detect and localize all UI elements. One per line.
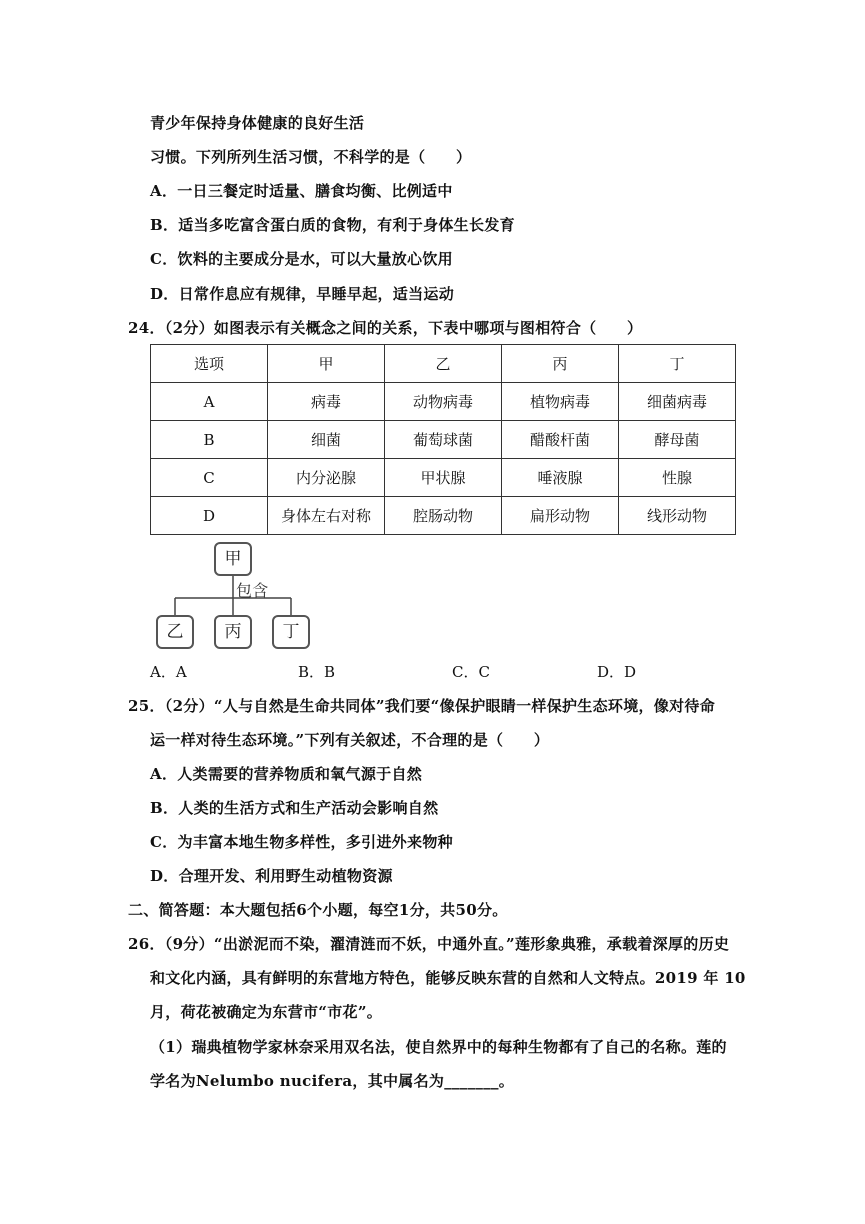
q25-line-1: 25．（2分）“人与自然是生命共同体”我们要“像保护眼睛一样保护生态环境，像对待命 bbox=[128, 697, 715, 715]
q24-table bbox=[150, 344, 736, 535]
q26-sub1-line-1: （1）瑞典植物学家林奈采用双名法，使自然界中的每种生物都有了自己的名称。莲的 bbox=[150, 1038, 727, 1056]
q23-option-a: A．一日三餐定时适量、膳食均衡、比例适中 bbox=[150, 182, 453, 200]
diagram-node-child-2: 丙 bbox=[214, 615, 252, 649]
q24-choice-b: B．B bbox=[298, 663, 336, 681]
q25-line-2: 运一样对待生态环境。”下列有关叙述，不合理的是（ ） bbox=[150, 731, 550, 749]
table-cell: 细菌病毒 bbox=[619, 383, 736, 421]
q23-option-d: D．日常作息应有规律，早睡早起，适当运动 bbox=[150, 285, 455, 303]
table-cell: 细菌 bbox=[268, 421, 385, 459]
table-cell: 酵母菌 bbox=[619, 421, 736, 459]
q26-line-1: 26．（9分）“出淤泥而不染，濯清涟而不妖，中通外直。”莲形象典雅，承载着深厚的历史 bbox=[128, 935, 730, 953]
table-row bbox=[151, 497, 736, 535]
q25-option-b: B．人类的生活方式和生产活动会影响自然 bbox=[150, 799, 439, 817]
q23-option-b: B．适当多吃富含蛋白质的食物，有利于身体生长发育 bbox=[150, 216, 515, 234]
table-header-cell: 丙 bbox=[502, 345, 619, 383]
table-row bbox=[151, 383, 736, 421]
diagram-relation-label: 包含 bbox=[236, 581, 269, 600]
table-cell: 动物病毒 bbox=[385, 383, 502, 421]
diagram-node-parent: 甲 bbox=[214, 542, 252, 576]
table-cell: A bbox=[151, 383, 268, 421]
table-cell: 葡萄球菌 bbox=[385, 421, 502, 459]
diagram-node-child-1: 乙 bbox=[156, 615, 194, 649]
table-row bbox=[151, 421, 736, 459]
section-heading: 二、简答题：本大题包括6个小题，每空1分，共50分。 bbox=[128, 901, 508, 919]
table-cell: 性腺 bbox=[619, 459, 736, 497]
q24-choice-d: D．D bbox=[597, 663, 637, 681]
q24-choice-a: A．A bbox=[150, 663, 187, 681]
table-cell: C bbox=[151, 459, 268, 497]
table-header-cell: 乙 bbox=[385, 345, 502, 383]
q24-stem: 24．（2分）如图表示有关概念之间的关系，下表中哪项与图相符合（ ） bbox=[128, 319, 643, 337]
table-cell: 内分泌腺 bbox=[268, 459, 385, 497]
q24-choice-c: C．C bbox=[452, 663, 490, 681]
table-cell: 醋酸杆菌 bbox=[502, 421, 619, 459]
q26-line-3: 月，荷花被确定为东营市“市花”。 bbox=[150, 1003, 383, 1021]
table-cell: 唾液腺 bbox=[502, 459, 619, 497]
table-cell: 植物病毒 bbox=[502, 383, 619, 421]
table-header-cell: 甲 bbox=[268, 345, 385, 383]
table-cell: 线形动物 bbox=[619, 497, 736, 535]
table-header-cell: 丁 bbox=[619, 345, 736, 383]
q23-option-c: C．饮料的主要成分是水，可以大量放心饮用 bbox=[150, 250, 453, 268]
table-header-row bbox=[151, 345, 736, 383]
q23-line-2: 习惯。下列所列生活习惯，不科学的是（ ） bbox=[150, 148, 472, 166]
table-cell: 扁形动物 bbox=[502, 497, 619, 535]
table-cell: 病毒 bbox=[268, 383, 385, 421]
table-cell: B bbox=[151, 421, 268, 459]
q23-line-1: 青少年保持身体健康的良好生活 bbox=[150, 114, 365, 132]
table-cell: 甲状腺 bbox=[385, 459, 502, 497]
q25-option-d: D．合理开发、利用野生动植物资源 bbox=[150, 867, 393, 885]
q26-line-2: 和文化内涵，具有鲜明的东营地方特色，能够反映东营的自然和人文特点。2019 年 10 bbox=[150, 969, 746, 987]
table-row bbox=[151, 459, 736, 497]
table-cell: 腔肠动物 bbox=[385, 497, 502, 535]
q25-option-a: A．人类需要的营养物质和氧气源于自然 bbox=[150, 765, 423, 783]
table-header-cell: 选项 bbox=[151, 345, 268, 383]
q26-sub1-line-2: 学名为Nelumbo nucifera，其中属名为_______。 bbox=[150, 1072, 515, 1090]
table-cell: D bbox=[151, 497, 268, 535]
table-cell: 身体左右对称 bbox=[268, 497, 385, 535]
diagram-node-child-3: 丁 bbox=[272, 615, 310, 649]
q25-option-c: C．为丰富本地生物多样性，多引进外来物种 bbox=[150, 833, 453, 851]
